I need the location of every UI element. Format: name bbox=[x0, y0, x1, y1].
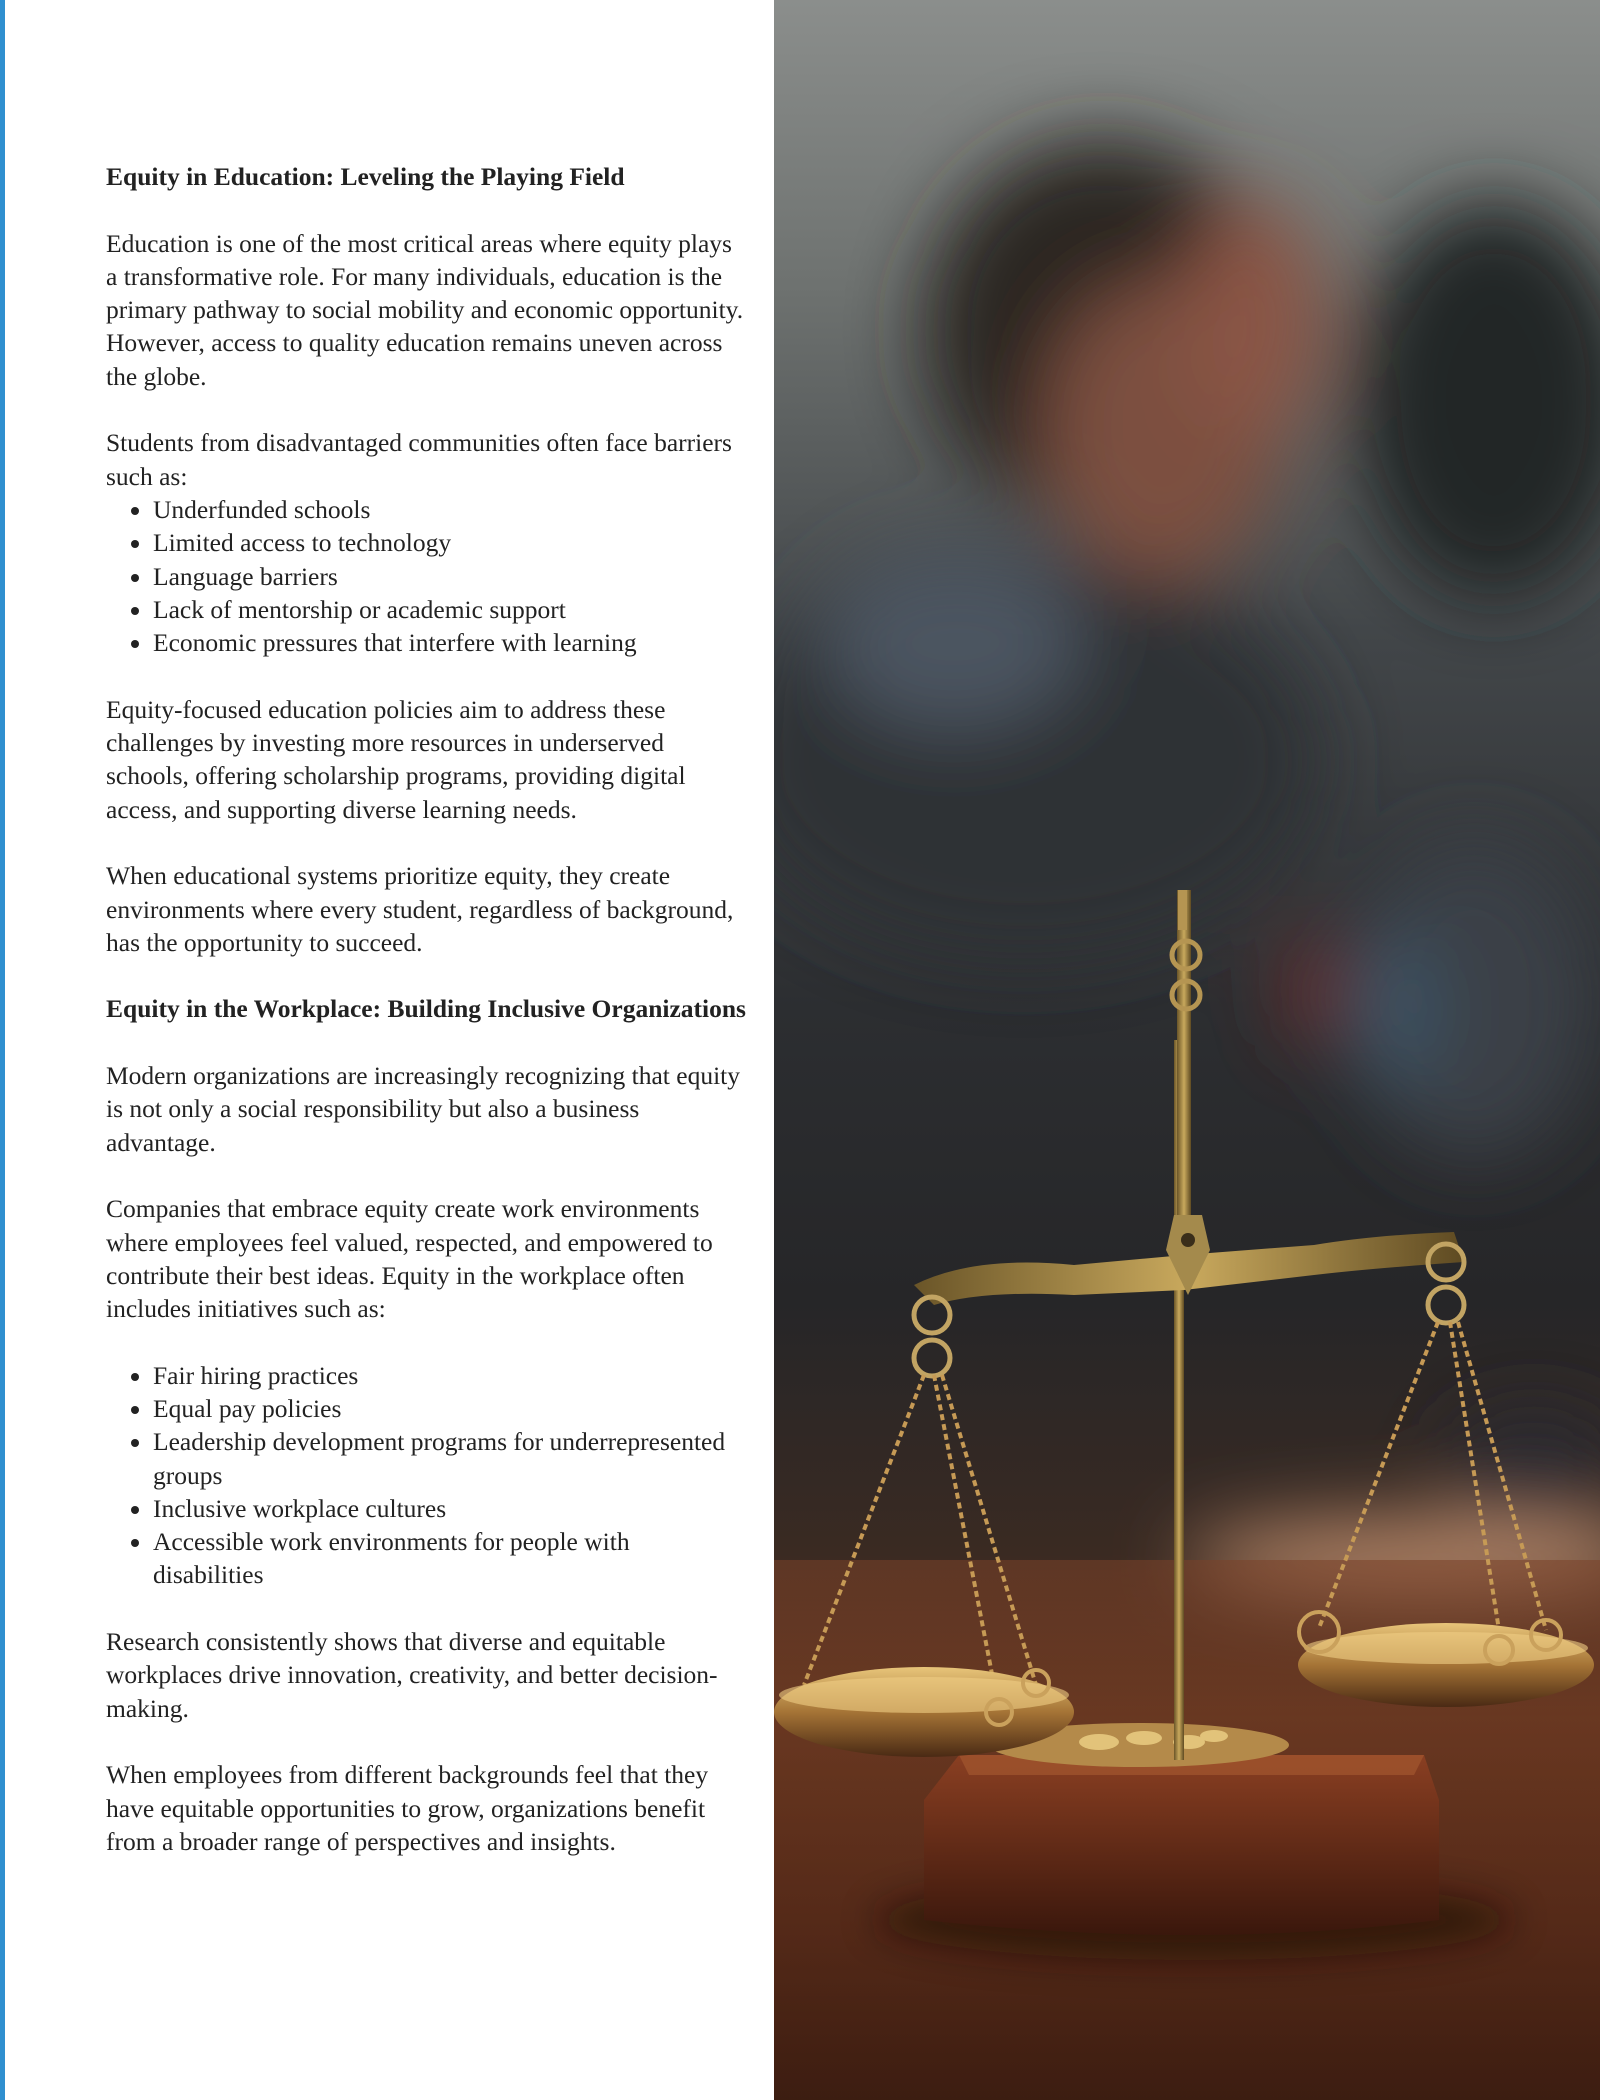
scales-of-justice-photo bbox=[774, 0, 1600, 2100]
list-item: • Economic pressures that interfere with learning bbox=[153, 626, 746, 659]
accent-border bbox=[0, 0, 5, 2100]
list-item: • Inclusive workplace cultures bbox=[153, 1492, 746, 1525]
paragraph: Education is one of the most critical areas where equity plays a transformative role. For many individuals, education is the primary pathway to social mobility and economic opportunity. However, access to quality education remains uneven across the globe. bbox=[106, 228, 744, 391]
initiatives-list bbox=[106, 1359, 746, 1592]
paragraph: Modern organizations are increasingly recognizing that equity is not only a social responsibility but also a business advantage. bbox=[106, 1061, 740, 1157]
list-item: • Lack of mentorship or academic support bbox=[153, 593, 746, 626]
paragraph: Equity-focused education policies aim to address these challenges by investing more resources in underserved schools, offering scholarship programs, providing digital access, and supporting diverse learning needs. bbox=[106, 694, 686, 824]
section-heading-education: Equity in Education: Leveling the Playing Field bbox=[106, 162, 625, 191]
list-item: • Language barriers bbox=[153, 560, 746, 593]
barriers-list bbox=[106, 493, 746, 659]
list-item: • Underfunded schools bbox=[153, 493, 746, 526]
paragraph: Students from disadvantaged communities often face barriers such as: bbox=[106, 428, 732, 491]
section-heading-workplace: Equity in the Workplace: Building Inclusive Organizations bbox=[106, 994, 746, 1024]
list-item: • Accessible work environments for people with disabilities bbox=[153, 1525, 746, 1592]
paragraph: Companies that embrace equity create work environments where employees feel valued, respected, and empowered to contribute their best ideas. Equity in the workplace often includes initiatives such as: bbox=[106, 1194, 713, 1324]
list-item: • Fair hiring practices bbox=[153, 1359, 746, 1392]
paragraph: When educational systems prioritize equity, they create environments where every student, regardless of background, has the opportunity to succeed. bbox=[106, 861, 734, 957]
list-item: • Leadership development programs for underrepresented groups bbox=[153, 1425, 746, 1492]
paragraph: Research consistently shows that diverse and equitable workplaces drive innovation, creativity, and better decision-making. bbox=[106, 1627, 718, 1723]
text-column bbox=[106, 160, 746, 1891]
paragraph: When employees from different backgrounds feel that they have equitable opportunities to grow, organizations benefit from a broader range of perspectives and insights. bbox=[106, 1760, 709, 1856]
list-item: • Limited access to technology bbox=[153, 526, 746, 559]
list-item: • Equal pay policies bbox=[153, 1392, 746, 1425]
